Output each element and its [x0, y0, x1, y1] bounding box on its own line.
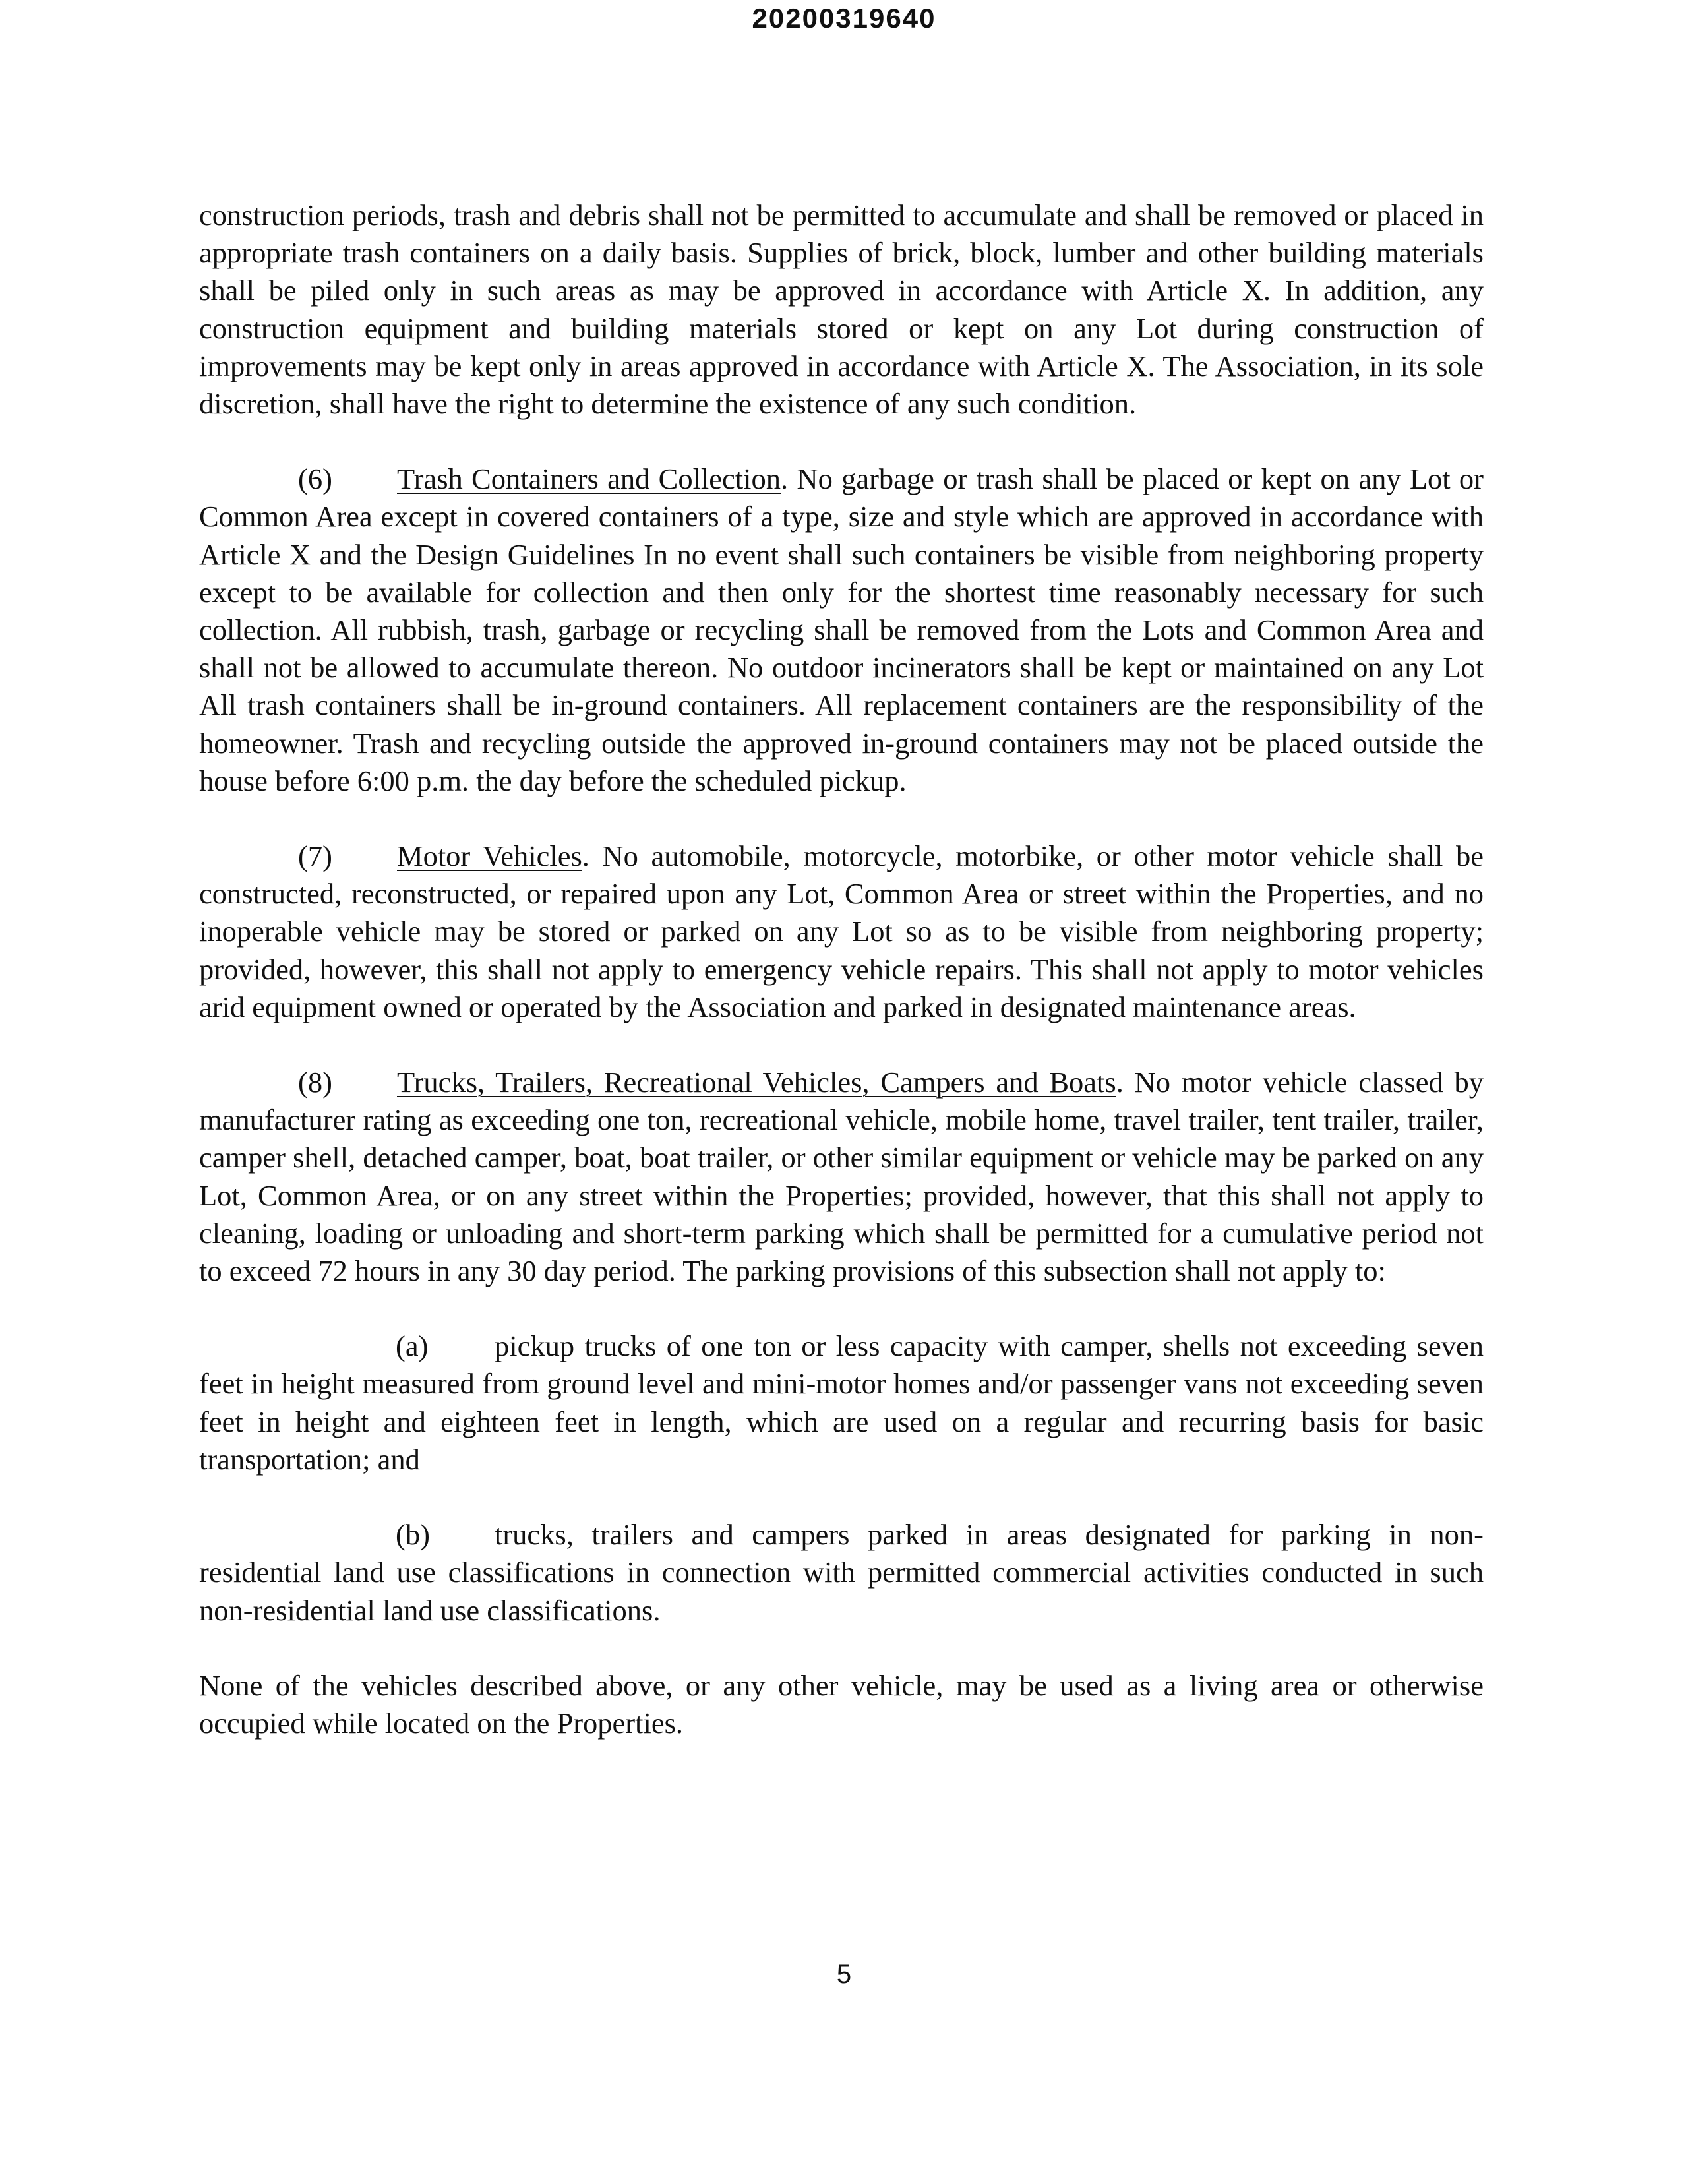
subsection-number: (b) — [396, 1518, 430, 1552]
subsection-a-pickup-trucks — [199, 1327, 1484, 1478]
section-heading: Trucks, Trailers, Recreational Vehicles, Campers and Boats — [397, 1066, 1116, 1099]
section-number: (6) — [298, 462, 332, 496]
subsection-number: (a) — [396, 1329, 429, 1363]
paragraph-text: None of the vehicles described above, or any other vehicle, may be used as a living area or otherwise occupied while located on the Properties. — [199, 1668, 1484, 1740]
section-text: . No motor vehicle classed by manufacturer rating as exceeding one ton, recreational vehicle, mobile home, travel trailer, tent trailer, trailer, camper shell, detached camper, boat, boat trailer, or other similar equipment or vehicle may be parked on any Lot, Common Area, or on any street within the Properties; provided, however, that this shall not apply to cleaning, loading or unloading and short-term parking which shall be permitted for a cumulative period not to exceed 72 hours in any 30 day period. The parking provisions of this subsection shall not apply to: — [199, 1066, 1484, 1288]
section-text: . No automobile, motorcycle, motorbike, or other motor vehicle shall be constructed, reconstructed, or repaired upon any Lot, Common Area or street within the Properties, and no inoperable vehicle may be stored or parked on any Lot so as to be visible from neighboring property; provided, however, this shall not apply to emergency vehicle repairs. This shall not apply to motor vehicles arid equipment owned or operated by the Association and parked in designated maintenance areas. — [199, 839, 1484, 1023]
section-8-trucks-trailers — [199, 1064, 1484, 1290]
section-number: (7) — [298, 839, 332, 873]
document-body — [199, 197, 1484, 1742]
document-number: 20200319640 — [752, 3, 936, 34]
paragraph-construction-periods — [199, 197, 1484, 423]
paragraph-closing — [199, 1667, 1484, 1742]
paragraph-text: construction periods, trash and debris shall not be permitted to accumulate and shall be removed or placed in appropriate trash containers on a daily basis. Supplies of brick, block, lumber and other building materials shall be piled only in such areas as may be approved in accordance with Article X. In addition, any construction equipment and building materials stored or kept on any Lot during construction of improvements may be kept only in areas approved in accordance with Article X. The Association, in its sole discretion, shall have the right to determine the existence of any such condition. — [199, 198, 1484, 421]
page-number: 5 — [836, 1960, 852, 1989]
section-heading: Motor Vehicles — [397, 839, 582, 873]
section-number: (8) — [298, 1066, 332, 1099]
subsection-b-non-residential — [199, 1516, 1484, 1629]
section-text: . No garbage or trash shall be placed or kept on any Lot or Common Area except in covered containers of a type, size and style which are approved in accordance with Article X and the Design Guidelines In no event shall such containers be visible from neighboring property except to be available for collection and then only for the shortest time reasonably necessary for such collection. All rubbish, trash, garbage or recycling shall be removed from the Lots and Common Area and shall not be allowed to accumulate thereon. No outdoor incinerators shall be kept or maintained on any Lot All trash containers shall be in-ground containers. All replacement containers are the responsibility of the homeowner. Trash and recycling outside the approved in-ground containers may not be placed outside the house before 6:00 p.m. the day before the scheduled pickup. — [199, 462, 1484, 797]
section-heading: Trash Containers and Collection — [397, 462, 781, 496]
section-6-trash-containers — [199, 460, 1484, 800]
subsection-text: pickup trucks of one ton or less capacity with camper, shells not exceeding seven feet in height measured from ground level and mini-motor homes and/or passenger vans not exceeding seven feet in height and eighteen feet in length, which are used on a regular and recurring basis for basic transportation; and — [199, 1329, 1484, 1476]
subsection-text: trucks, trailers and campers parked in areas designated for parking in non-residential land use classifications in connection with permitted commercial activities conducted in such non-residential land use classifications. — [199, 1518, 1484, 1627]
section-7-motor-vehicles — [199, 837, 1484, 1026]
